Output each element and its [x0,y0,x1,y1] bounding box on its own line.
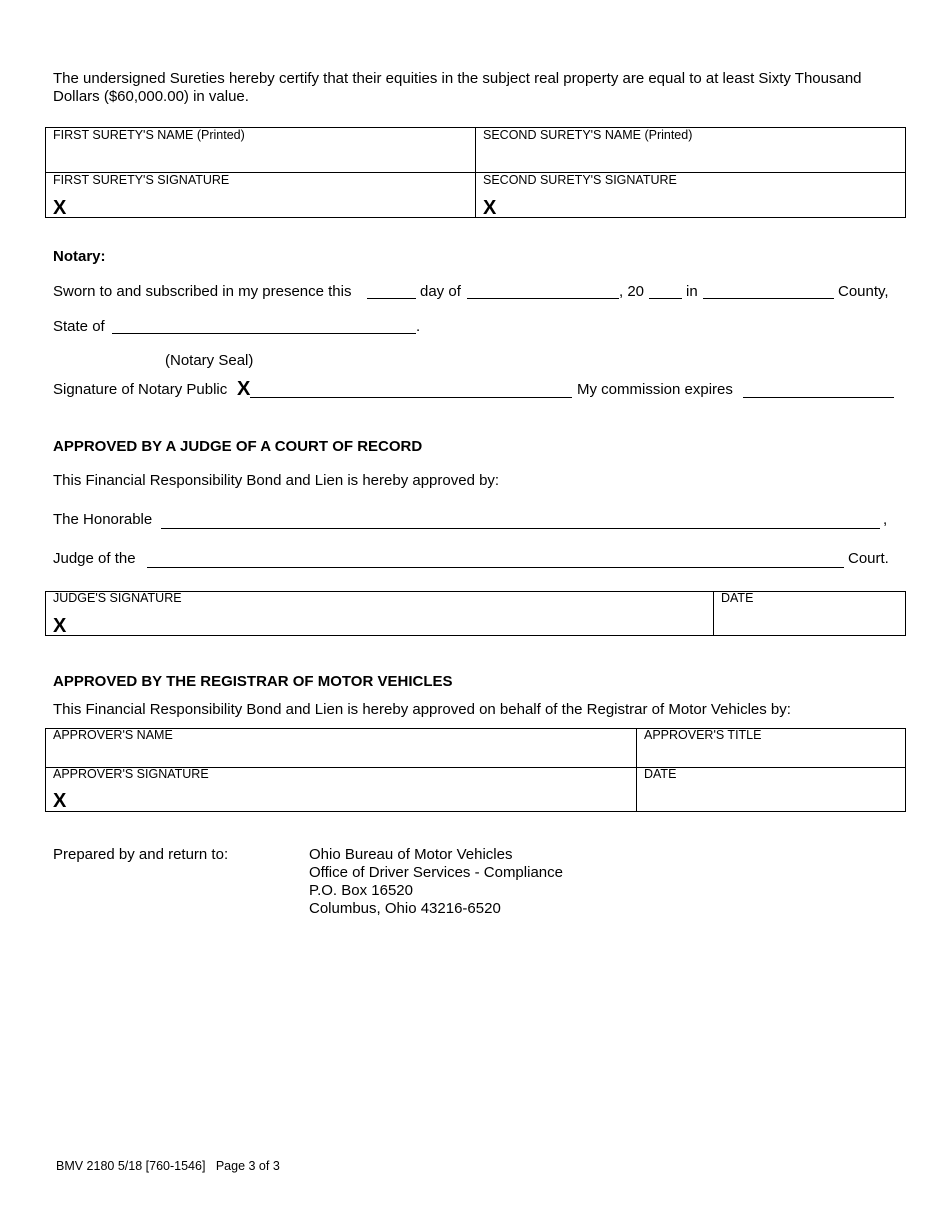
judge-sign-mark: X [53,615,67,637]
honorable-comma: , [883,511,888,528]
county-field[interactable] [703,298,834,299]
honorable-label: The Honorable [53,511,153,528]
address-line-3: P.O. Box 16520 [309,882,413,899]
in-text: in [686,283,698,300]
first-surety-name-label: FIRST SURETY'S NAME (Printed) [53,128,245,142]
approver-title-label: APPROVER'S TITLE [644,728,762,742]
sworn-day-field[interactable] [367,298,416,299]
first-surety-signature-label: FIRST SURETY'S SIGNATURE [53,173,230,187]
address-line-4: Columbus, Ohio 43216-6520 [309,900,501,917]
second-surety-signature-label: SECOND SURETY'S SIGNATURE [483,173,677,187]
page-number: Page 3 of 3 [215,1159,280,1173]
registrar-intro: This Financial Responsibility Bond and Lien is hereby approved on behalf of the Registrar of Motor Vehicles by: [53,701,791,718]
sworn-year-field[interactable] [649,298,682,299]
judge-date-field[interactable] [714,606,905,635]
state-of-text: State of [53,318,105,335]
approver-date-field[interactable] [637,782,905,811]
second-surety-signature-field[interactable] [500,188,905,217]
form-id: BMV 2180 5/18 [760-1546] [56,1159,206,1173]
first-surety-name-field[interactable] [46,143,474,171]
approver-name-field[interactable] [46,743,635,766]
approver-signature-field[interactable] [70,782,635,811]
judge-heading: APPROVED BY A JUDGE OF A COURT OF RECORD [53,438,423,455]
judge-signature-field[interactable] [70,606,712,635]
judge-date-label: DATE [721,591,754,605]
intro-line-1: The undersigned Sureties hereby certify that their equities in the subject real property are equal to at least Sixty Thousand [53,70,862,87]
second-surety-name-field[interactable] [476,143,905,171]
first-surety-sign-mark: X [53,197,67,219]
second-surety-sign-mark: X [483,197,497,219]
notary-signature-label: Signature of Notary Public [53,381,228,398]
court-name-field[interactable] [147,567,844,568]
court-label: Court. [848,550,889,567]
first-surety-signature-field[interactable] [70,188,474,217]
second-surety-name-label: SECOND SURETY'S NAME (Printed) [483,128,693,142]
notary-signature-field[interactable] [250,397,572,398]
judge-of-label: Judge of the [53,550,136,567]
registrar-heading: APPROVED BY THE REGISTRAR OF MOTOR VEHICLES [53,673,453,690]
year-prefix-text: , 20 [619,283,645,300]
notary-heading: Notary: [53,248,106,265]
sworn-month-field[interactable] [467,298,619,299]
approver-name-label: APPROVER'S NAME [53,728,173,742]
notary-sign-mark: X [237,378,251,400]
state-period: . [416,318,421,335]
approver-title-field[interactable] [637,743,905,766]
notary-seal-label: (Notary Seal) [165,352,254,369]
footer [56,1159,280,1173]
commission-label: My commission expires [577,381,733,398]
return-to-label: Prepared by and return to: [53,846,229,863]
intro-line-2: Dollars ($60,000.00) in value. [53,88,249,105]
approver-signature-label: APPROVER'S SIGNATURE [53,767,209,781]
judge-name-field[interactable] [161,528,880,529]
county-text: County, [838,283,889,300]
intro-paragraph [53,70,862,106]
approver-sign-mark: X [53,790,67,812]
approver-date-label: DATE [644,767,677,781]
judge-signature-label: JUDGE'S SIGNATURE [53,591,182,605]
state-field[interactable] [112,333,416,334]
judge-intro: This Financial Responsibility Bond and Lien is hereby approved by: [53,472,500,489]
address-line-2: Office of Driver Services - Compliance [309,864,563,881]
address-line-1: Ohio Bureau of Motor Vehicles [309,846,513,863]
day-of-text: day of [420,283,461,300]
sworn-text: Sworn to and subscribed in my presence this [53,283,352,300]
return-to-address [309,846,563,918]
commission-expires-field[interactable] [743,397,894,398]
